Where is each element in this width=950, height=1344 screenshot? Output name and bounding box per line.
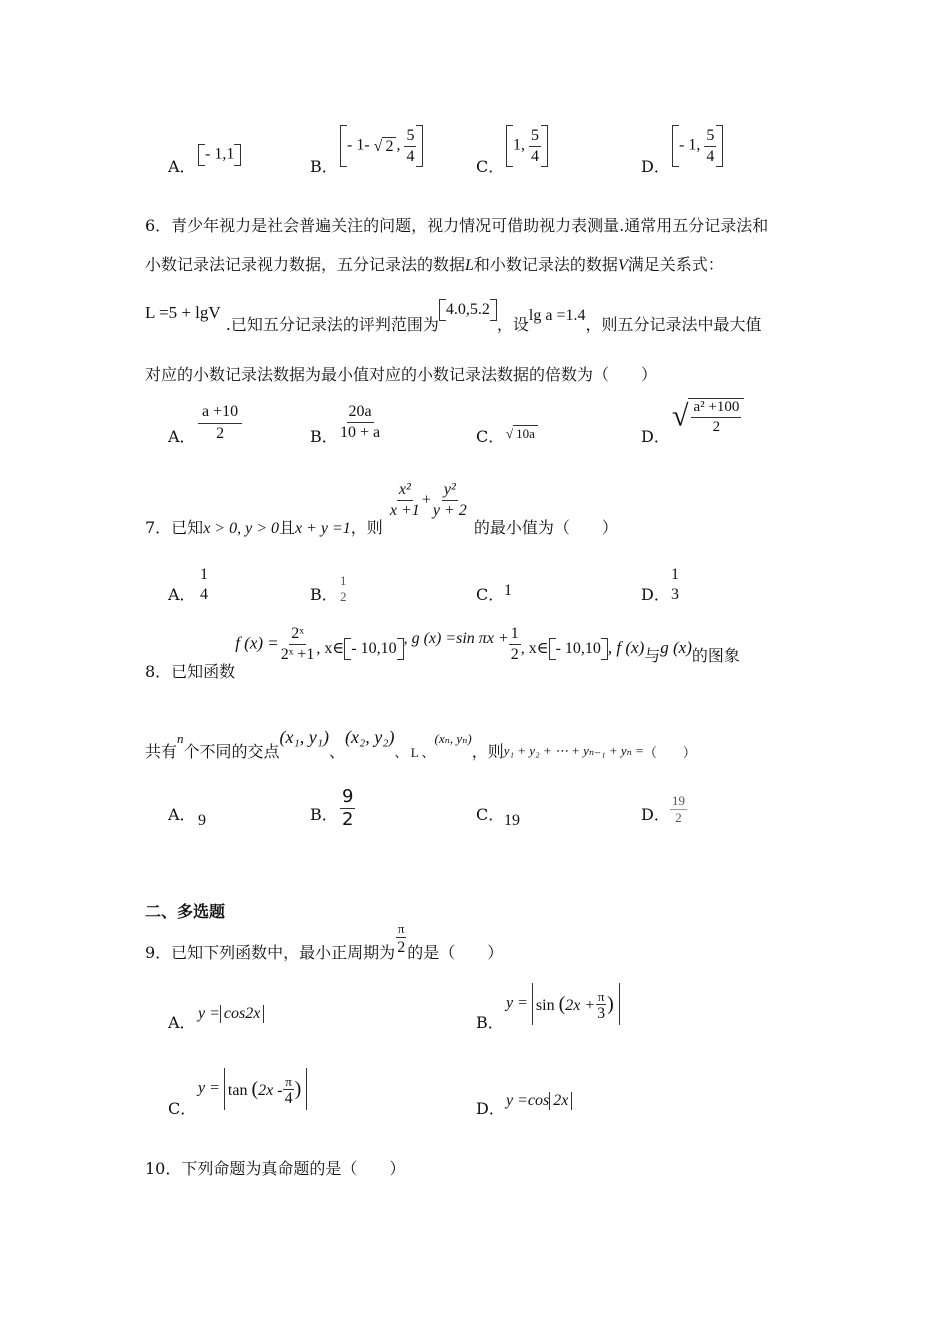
q9-option-c-label: C． (168, 1099, 197, 1118)
q8-option-c-value: 19 (504, 812, 520, 829)
section-heading-multiple-choice: 二、多选题 (145, 902, 226, 921)
q9-option-d-value: y =cos 2x (506, 1092, 572, 1110)
q6-formula: L =5 + lgV (145, 303, 221, 322)
q8-option-b-value: $\frac{9}{2}$ (342, 786, 354, 830)
q8-option-d-value: $\frac{19}{2}$ (672, 793, 685, 826)
q6-line4: 对应的小数记录法数据为最小值对应的小数记录法数据的倍数为（ ） (145, 365, 658, 384)
q8-option-d-label: D． (641, 805, 670, 824)
q6-line2: 小数记录法记录视力数据，五分记录法的数据L和小数记录法的数据V满足关系式： (145, 255, 724, 274)
q5-option-b-value: - 1- √ 2 , $\frac{5}{4}$ (340, 125, 423, 167)
q9-option-d-label: D． (476, 1099, 505, 1118)
q8-stem-line1: 8．已知函数f (x) = $\frac{\text{2ˣ}}{\text{2ˣ +1}}$ , x∈ - 10,10, g (x) =sin πx + $\frac{1}{2}$ , x∈ - 10,10 , f (x)与g (x)的图象 (145, 625, 740, 681)
q6-line1: 6．青少年视力是社会普遍关注的问题，视力情况可借助视力表测量.通常用五分记录法和 (145, 216, 769, 235)
q7-option-c-label: C． (476, 585, 505, 604)
q7-stem: 7．已知x > 0, y > 0且x + y =1，则 $\frac{\text{x²}}{x +1}$ + $\frac{\text{y²}}{y + 2}$ 的最小值为（ ） (145, 481, 618, 537)
q7-option-d-label: D． (641, 585, 670, 604)
q8-option-c-label: C． (476, 805, 505, 824)
q5-option-d-label: D． (641, 157, 670, 176)
q6-line3: L =5 + lgV .已知五分记录法的评判范围为4.0,5.2，设lg a =1.4，则五分记录法中最大值 (145, 301, 762, 334)
q7-option-a-value: 1 4 (200, 566, 208, 603)
q6-option-c-label: C． (476, 427, 505, 446)
q6-option-c-value: √ 10a (506, 424, 538, 442)
q9-option-c-value: y = tan (2x - $\frac{\pi}{4}$ ) (198, 1068, 307, 1110)
q8-option-a-value: 9 (198, 812, 206, 829)
q6-option-b-label: B． (310, 427, 338, 446)
q9-option-a-label: A． (168, 1013, 196, 1032)
q6-option-b-value: $\frac{20a}{10 + a}$ (340, 403, 381, 441)
q8-option-b-label: B． (310, 805, 338, 824)
q6-option-d-label: D． (641, 427, 670, 446)
q7-option-a-label: A． (168, 585, 196, 604)
q6-option-a-value: $\frac{a +10}{2}$ (198, 403, 242, 442)
q5-option-b-label: B． (310, 157, 338, 176)
q6-option-d-value: √ $\frac{\text{a² +100}}{2}$ (672, 398, 744, 435)
q5-option-c-value: 1, $\frac{5}{4}$ (506, 125, 548, 167)
q7-option-c-value: 1 (504, 582, 512, 599)
q7-option-b-label: B． (310, 585, 338, 604)
q9-option-a-value: y = cos2x (198, 1005, 264, 1023)
q9-option-b-value: y = sin (2x + $\frac{\pi}{3}$ ) (506, 983, 620, 1025)
q5-option-d-value: - 1, $\frac{5}{4}$ (672, 125, 723, 167)
q7-option-d-value: 1 3 (671, 566, 679, 603)
q8-option-a-label: A． (168, 805, 196, 824)
q9-stem: 9．已知下列函数中，最小正周期为 $\frac{\pi}{2}$ 的是（ ） (145, 921, 504, 962)
q5-option-c-label: C． (476, 157, 505, 176)
q10-stem: 10．下列命题为真命题的是（ ） (145, 1159, 406, 1178)
q5-option-a-label: A． (168, 157, 196, 176)
q5-option-a-value: - 1,1 (198, 144, 241, 166)
q6-option-a-label: A． (168, 427, 196, 446)
q8-stem-line2: 共有n个不同的交点(x₁, y₁)、(x₂, $y_2)_{、 L 、}(x_n$, yₙ)，则$_{y_1 + y_2 + \cdots + y_{n-1} + y_n =( )}$ (145, 727, 696, 761)
q7-option-b-value: 1 2 (340, 573, 347, 605)
q9-option-b-label: B． (476, 1013, 504, 1032)
